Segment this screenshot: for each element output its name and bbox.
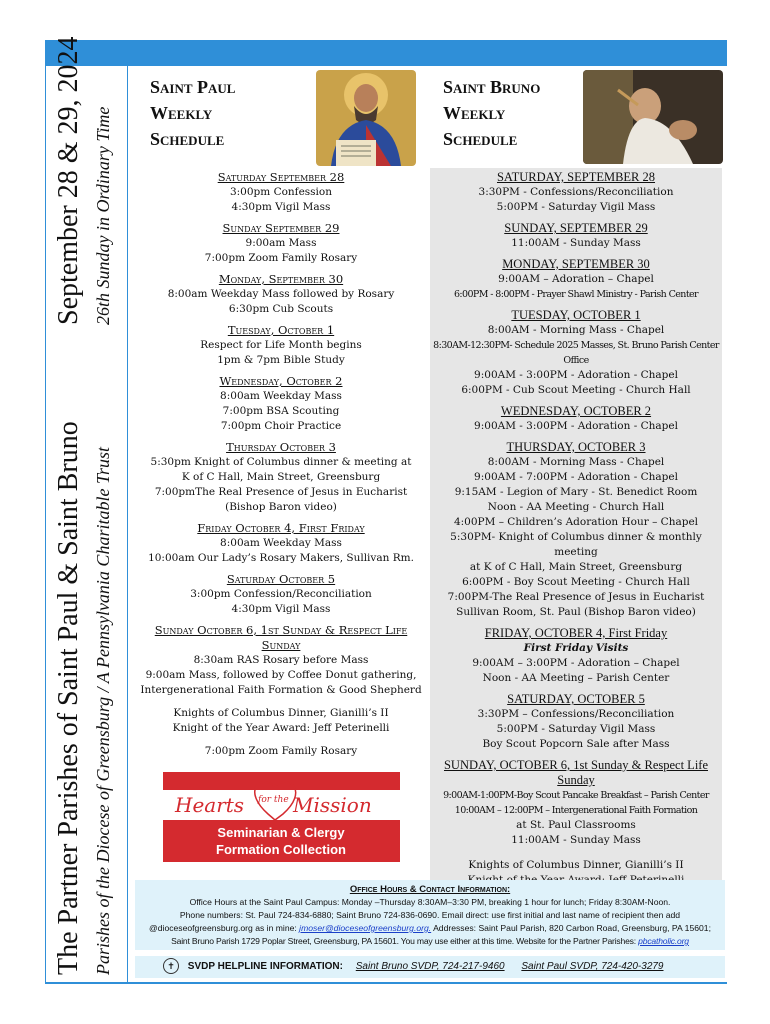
schedule-line: 5:30pm Knight of Columbus dinner & meeting at [150, 456, 412, 468]
note-line: Knight of the Year Award: Jeff Peterinelli [172, 722, 390, 734]
day-heading: WEDNESDAY, OCTOBER 2 [500, 404, 652, 418]
bruno-svdp-phone[interactable]: Saint Bruno SVDP, 724-217-9460 [355, 961, 505, 972]
schedule-line: 8:00am Weekday Mass [220, 390, 342, 402]
day-heading: SATURDAY, OCTOBER 5 [507, 692, 645, 706]
schedule-line: 7:00PM-The Real Presence of Jesus in Eucharist [447, 591, 705, 603]
schedule-day-section [135, 170, 427, 215]
sidebar-divider [127, 66, 128, 982]
kofc-note [135, 706, 427, 736]
banner-line-2: Formation Collection [216, 842, 346, 857]
schedule-line: 6:00PM - Cub Scout Meeting - Church Hall [461, 384, 691, 396]
schedule-day-section [430, 404, 722, 434]
header-line: Weekly [150, 103, 213, 123]
schedule-line: 10:00am Our Lady’s Rosary Makers, Sullivan Rm. [148, 552, 414, 564]
saint-bruno-title [443, 74, 540, 152]
saint-paul-portrait [316, 70, 416, 166]
email-link[interactable]: jmoser@dioceseofgreensburg.org. [299, 923, 432, 933]
address-text-2: Saint Bruno Parish 1729 Poplar Street, Greensburg, PA 15601. You may use either at this time. Website for the Partner Parishes: [171, 936, 636, 946]
note-line: Knights of Columbus Dinner, Gianilli’s II [173, 707, 389, 719]
saint-paul-schedule [135, 168, 427, 759]
schedule-line: 7:00pmThe Real Presence of Jesus in Eucharist [154, 486, 408, 498]
schedule-line: Intergenerational Faith Formation & Good Shepherd [140, 684, 422, 696]
schedule-day-section [430, 170, 722, 215]
zoom-rosary-note: 7:00pm Zoom Family Rosary [204, 745, 358, 757]
bottom-accent-line [45, 982, 727, 984]
saint-bruno-header [431, 70, 723, 168]
schedule-line: Respect for Life Month begins [200, 339, 362, 351]
svdp-logo-icon: ✝ [163, 958, 179, 974]
schedule-line: 9:00AM - 7:00PM - Adoration - Chapel [474, 471, 678, 483]
day-heading: Sunday October 6, 1st Sunday & Respect Life Sunday [154, 623, 408, 652]
day-heading: Tuesday, October 1 [227, 323, 335, 337]
schedule-line: 8:00AM - Morning Mass - Chapel [487, 324, 665, 336]
office-hours-title: Office Hours & Contact Information: [349, 884, 511, 895]
schedule-day-section [430, 626, 722, 686]
schedule-line: 1pm & 7pm Bible Study [217, 354, 345, 366]
schedule-line: 8:30AM-12:30PM- Schedule 2025 Masses, St. Bruno Parish Center Office [433, 340, 719, 366]
day-heading: THURSDAY, OCTOBER 3 [506, 440, 646, 454]
schedule-line: 3:00pm Confession [229, 186, 333, 198]
schedule-day-section [135, 440, 427, 515]
parish-title: The Partner Parishes of Saint Paul & Saint Bruno [53, 421, 84, 975]
schedule-line: 4:00PM – Children’s Adoration Hour – Chapel [453, 516, 699, 528]
schedule-line: Sullivan Room, St. Paul (Bishop Baron video) [456, 606, 696, 618]
schedule-line: 4:30pm Vigil Mass [231, 603, 331, 615]
schedule-line: Noon - AA Meeting – Parish Center [482, 672, 670, 684]
svdp-helpline [135, 956, 725, 978]
schedule-line: 5:30PM- Knight of Columbus dinner & monthly meeting [450, 531, 702, 558]
bulletin-date: September 28 & 29, 2024 [53, 36, 84, 325]
schedule-line: 9:00AM - 3:00PM - Adoration - Chapel [474, 420, 678, 432]
schedule-line: 8:30am RAS Rosary before Mass [193, 654, 369, 666]
office-hours-box [135, 880, 725, 950]
day-heading: SATURDAY, SEPTEMBER 28 [496, 170, 656, 184]
phone-line: Phone numbers: St. Paul 724-834-6880; Saint Bruno 724-836-0690. Email direct: use first initial and last name of recipient then add [179, 910, 681, 920]
schedule-line: (Bishop Baron video) [225, 501, 337, 513]
day-heading: Saturday September 28 [217, 170, 345, 184]
paul-svdp-phone[interactable]: Saint Paul SVDP, 724-420-3279 [521, 961, 664, 972]
schedule-day-section [430, 221, 722, 251]
schedule-line: 3:00pm Confession/Reconciliation [190, 588, 372, 600]
schedule-line: 11:00AM - Sunday Mass [511, 237, 641, 249]
schedule-line: 9:00AM - 3:00PM - Adoration - Chapel [474, 369, 678, 381]
schedule-line: 3:30PM – Confessions/Reconciliation [477, 708, 675, 720]
schedule-line: 9:00am Mass, followed by Coffee Donut gathering, [145, 669, 417, 681]
saint-bruno-schedule [430, 168, 722, 880]
day-heading: Wednesday, October 2 [219, 374, 343, 388]
schedule-line: 11:00AM - Sunday Mass [511, 834, 641, 846]
schedule-day-section [430, 692, 722, 752]
day-heading: SUNDAY, OCTOBER 6, 1st Sunday & Respect Life Sunday [443, 758, 708, 787]
mission-word: Mission [293, 793, 372, 817]
schedule-line: 6:00PM - Boy Scout Meeting - Church Hall [462, 576, 690, 588]
schedule-line: Boy Scout Popcorn Sale after Mass [482, 738, 670, 750]
schedule-line: 10:00AM – 12:00PM – Intergenerational Faith Formation [454, 805, 698, 816]
hearts-word: Hearts [175, 793, 245, 817]
schedule-line: 5:00PM - Saturday Vigil Mass [496, 723, 656, 735]
schedule-day-section [430, 308, 722, 398]
address-website-line [135, 935, 725, 948]
parish-subtitle: Parishes of the Diocese of Greensburg / A Pennsylvania Charitable Trust [93, 447, 113, 975]
schedule-day-section [430, 257, 722, 302]
schedule-line: 8:00AM - Morning Mass - Chapel [487, 456, 665, 468]
schedule-line: Noon - AA Meeting - Church Hall [487, 501, 665, 513]
schedule-line: 9:00AM – 3:00PM - Adoration – Chapel [472, 657, 680, 669]
schedule-day-section [430, 440, 722, 620]
schedule-line: 7:00pm Zoom Family Rosary [204, 252, 358, 264]
schedule-day-section [430, 758, 722, 848]
schedule-day-section [135, 572, 427, 617]
day-heading: TUESDAY, OCTOBER 1 [511, 308, 641, 322]
schedule-day-section [135, 521, 427, 566]
top-accent-bar [45, 40, 727, 66]
day-heading: Friday October 4, First Friday [197, 521, 365, 535]
website-link[interactable]: pbcatholic.org [638, 936, 689, 946]
schedule-day-section [135, 272, 427, 317]
schedule-line: 6:00PM - 8:00PM - Prayer Shawl Ministry - Parish Center [453, 289, 699, 300]
saint-paul-title [150, 74, 235, 152]
email-address-line [135, 922, 725, 935]
schedule-line: 9:00AM-1:00PM-Boy Scout Pancake Breakfast – Parish Center [443, 790, 709, 801]
day-subheading: First Friday Visits [523, 642, 629, 654]
day-heading: SUNDAY, SEPTEMBER 29 [504, 221, 648, 235]
for-the-word: for the [258, 795, 289, 805]
email-prefix: @dioceseofgreensburg.org as in mine: [149, 923, 297, 933]
liturgical-sunday: 26th Sunday in Ordinary Time [93, 106, 113, 325]
schedule-day-section [135, 623, 427, 698]
hearts-for-mission-banner [163, 772, 400, 862]
schedule-day-section [135, 221, 427, 266]
schedule-line: 5:00PM - Saturday Vigil Mass [496, 201, 656, 213]
schedule-line: K of C Hall, Main Street, Greensburg [181, 471, 381, 483]
schedule-line: 9:00AM – Adoration – Chapel [498, 273, 654, 285]
schedule-line: 9:00am Mass [245, 237, 317, 249]
schedule-line: 8:00am Weekday Mass [220, 537, 342, 549]
day-heading: Monday, September 30 [218, 272, 344, 286]
schedule-line: 8:00am Weekday Mass followed by Rosary [167, 288, 395, 300]
day-heading: Thursday October 3 [226, 440, 336, 454]
schedule-day-section [135, 374, 427, 434]
saint-bruno-portrait [583, 70, 723, 164]
schedule-day-section [135, 323, 427, 368]
schedule-line: at St. Paul Classrooms [516, 819, 636, 831]
day-heading: MONDAY, SEPTEMBER 30 [502, 257, 650, 271]
saint-paul-header [136, 70, 428, 168]
day-heading: Sunday September 29 [222, 221, 340, 235]
day-heading: Saturday October 5 [226, 572, 336, 586]
header-line: Saint Paul [150, 77, 236, 97]
day-heading: FRIDAY, OCTOBER 4, First Friday [484, 626, 668, 640]
header-line: Schedule [443, 129, 518, 149]
office-hours-line: Office Hours at the Saint Paul Campus: Monday –Thursday 8:30AM–3:30 PM, breaking 1 hour for lunch; Friday 8:30AM-Noon. [189, 897, 671, 907]
schedule-line: 6:30pm Cub Scouts [228, 303, 334, 315]
note-line: Knights of Columbus Dinner, Gianilli’s II [468, 859, 684, 871]
address-text: Addresses: Saint Paul Parish, 820 Carbon Road, Greensburg, PA 15601; [433, 923, 711, 933]
schedule-line: 7:00pm BSA Scouting [222, 405, 340, 417]
schedule-line: at K of C Hall, Main Street, Greensburg [469, 561, 683, 573]
schedule-line: 7:00pm Choir Practice [220, 420, 342, 432]
header-line: Weekly [443, 103, 506, 123]
header-line: Saint Bruno [443, 77, 541, 97]
header-line: Schedule [150, 129, 225, 149]
helpline-label: SVDP HELPLINE INFORMATION: [187, 961, 343, 972]
banner-line-1: Seminarian & Clergy [217, 825, 345, 840]
schedule-line: 9:15AM - Legion of Mary - St. Benedict Room [454, 486, 698, 498]
schedule-line: 4:30pm Vigil Mass [231, 201, 331, 213]
schedule-line: 3:30PM - Confessions/Reconciliation [478, 186, 674, 198]
